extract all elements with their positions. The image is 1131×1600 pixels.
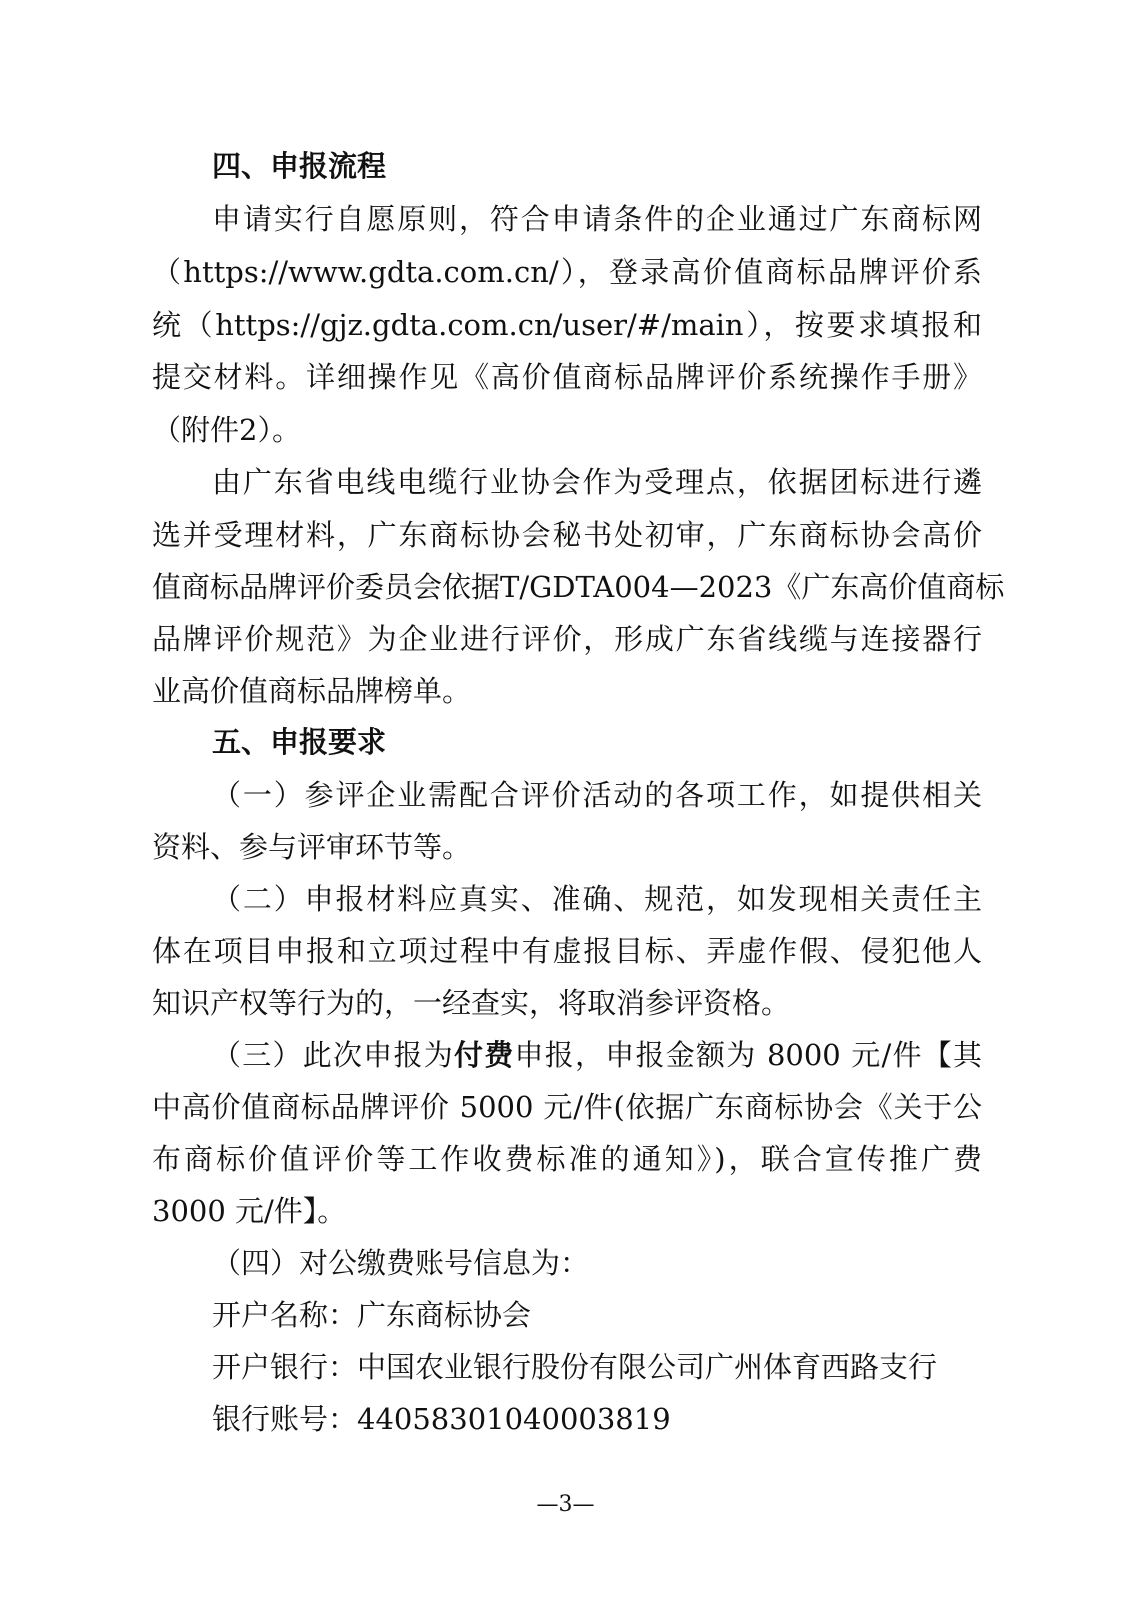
paid-emphasis: 付费 (454, 1038, 515, 1072)
fee-text-suffix: 申报，申报金额为 8000 元/件【其 (514, 1038, 982, 1072)
review-paragraph-line: 品牌评价规范》为企业进行评价，形成广东省线缆与连接器行 (152, 622, 982, 656)
requirement-3-line (212, 1035, 982, 1075)
process-paragraph-line: 提交材料。详细操作见《高价值商标品牌评价系统操作手册》 (152, 360, 982, 394)
review-paragraph-line: 值商标品牌评价委员会依据T/GDTA004—2023《广东高价值商标 (152, 570, 1005, 604)
requirement-3-line: 布商标价值评价等工作收费标准的通知》)，联合宣传推广费 (152, 1142, 982, 1176)
account-name: 开户名称：广东商标协会 (212, 1298, 532, 1332)
section-4-heading: 四、申报流程 (212, 149, 387, 183)
requirement-2-line: 体在项目申报和立项过程中有虚报目标、弄虚作假、侵犯他人 (152, 934, 982, 968)
process-paragraph-line: 申请实行自愿原则，符合申请条件的企业通过广东商标网 (212, 202, 982, 236)
payment-info-intro: （四）对公缴费账号信息为： (212, 1246, 590, 1280)
process-paragraph-line: 统（https://gjz.gdta.com.cn/user/#/main），按要求填报和 (152, 308, 982, 342)
section-5-heading: 五、申报要求 (212, 725, 387, 759)
account-number: 银行账号：44058301040003819 (212, 1402, 671, 1436)
fee-text-prefix: （三）此次申报为 (212, 1038, 454, 1072)
process-paragraph-line: （附件2）。 (152, 413, 301, 447)
review-paragraph-line: 业高价值商标品牌榜单。 (152, 674, 472, 708)
page-number: —3— (536, 1492, 595, 1517)
bank-name: 开户银行：中国农业银行股份有限公司广州体育西路支行 (212, 1350, 938, 1384)
requirement-3-line: 3000 元/件】。 (152, 1194, 347, 1228)
requirement-2-line: （二）申报材料应真实、准确、规范，如发现相关责任主 (212, 882, 982, 916)
review-paragraph-line: 由广东省电线电缆行业协会作为受理点，依据团标进行遴 (212, 465, 982, 499)
requirement-1-line: 资料、参与评审环节等。 (152, 830, 472, 864)
requirement-1-line: （一）参评企业需配合评价活动的各项工作，如提供相关 (212, 778, 982, 812)
requirement-3-line: 中高价值商标品牌评价 5000 元/件(依据广东商标协会《关于公 (152, 1090, 982, 1124)
requirement-2-line: 知识产权等行为的，一经查实，将取消参评资格。 (152, 986, 791, 1020)
process-paragraph-line: （https://www.gdta.com.cn/），登录高价值商标品牌评价系 (152, 255, 982, 289)
review-paragraph-line: 选并受理材料，广东商标协会秘书处初审，广东商标协会高价 (152, 518, 982, 552)
